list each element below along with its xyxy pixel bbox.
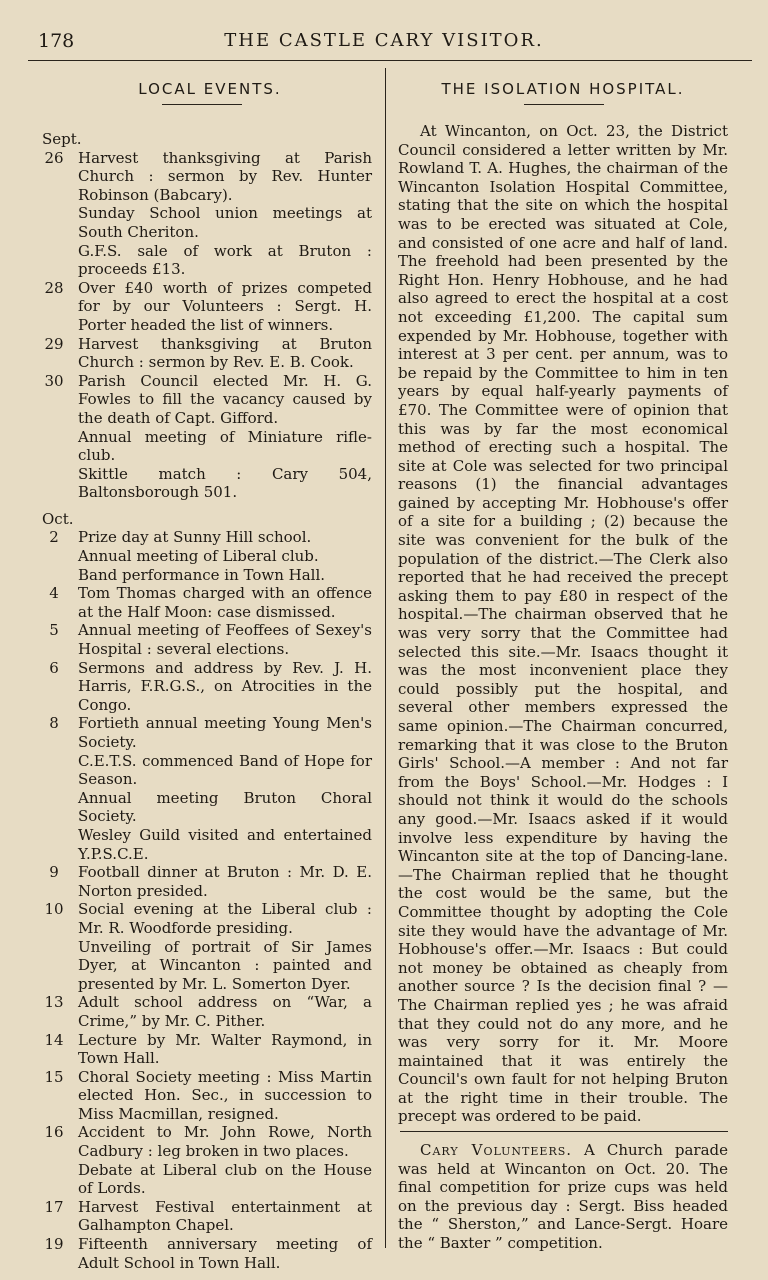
event-text: Adult school address on “War, a Crime,” by Mr. C. Pither.	[78, 993, 372, 1030]
cary-volunteers-notice	[398, 1141, 728, 1253]
month-label: Sept.	[42, 130, 82, 148]
header-rule	[28, 60, 752, 61]
running-title: THE CASTLE CARY VISITOR.	[224, 30, 544, 51]
local-events-title: LOCAL EVENTS.	[138, 80, 282, 98]
event-text: Prize day at Sunny Hill school.	[78, 528, 312, 547]
event-text: Tom Thomas charged with an offence at the Half Moon: case dismissed.	[78, 584, 372, 621]
event-text: Annual meeting of Miniature rifle-club.	[78, 427, 372, 465]
event-text: Debate at Liberal club on the House of Lords.	[78, 1160, 372, 1198]
event-entry	[42, 149, 372, 279]
event-day: 29	[44, 334, 64, 353]
event-text: Over £40 worth of prizes competed for by our Volunteers : Sergt. H. Porter headed the list of winners.	[78, 278, 372, 334]
local-events-underline	[162, 104, 242, 105]
isolation-hospital-title: THE ISOLATION HOSPITAL.	[441, 80, 685, 98]
event-day: 8	[49, 714, 59, 733]
event-entry	[42, 584, 372, 621]
event-text: Annual meeting Bruton Choral Society.	[78, 788, 372, 826]
event-day: 5	[49, 621, 59, 640]
event-text: Skittle match : Cary 504, Baltonsborough 501.	[78, 464, 372, 502]
event-text: Choral Society meeting : Miss Martin elected Hon. Sec., in succession to Miss Macmillan, resigned.	[78, 1067, 372, 1123]
event-entry	[42, 900, 372, 993]
event-entry	[42, 1068, 372, 1124]
event-entry	[42, 372, 372, 502]
event-entry	[42, 1031, 372, 1068]
local-events-list	[42, 128, 372, 1272]
event-text: C.E.T.S. commenced Band of Hope for Season.	[78, 751, 372, 789]
page-header	[0, 30, 768, 56]
event-text: Social evening at the Liberal club : Mr. R. Woodforde presiding.	[78, 900, 372, 937]
article-paragraph: At Wincanton, on Oct. 23, the District Council considered a letter written by Mr. Rowland T. A. Hughes, the chairman of the Wincanton Isolation Hospital Committee, stating that the site on which the hospital was to be erected was situated at Cole, and consisted of one acre and half of land. The freehold had been presented by the Right Hon. Henry Hobhouse, and he had also agreed to erect the hospital at a cost not exceeding £1,200. The capital sum expended by Mr. Hobhouse, together with interest at 3 per cent. per annum, was to be repaid by the Committee to him in ten years by equal half-yearly payments of £70. The Committee were of opinion that this was by far the most economical method of erecting such a hospital. The site at Cole was selected for two principal reasons (1) the financial advantages gained by accepting Mr. Hobhouse's offer of a site for a building ; (2) because the site was convenient for the bulk of the population of the district.—The Clerk also reported that he had received the precept asking them to pay £80 in respect of the hospital.—The chairman observed that he was very sorry that the Committee had selected this site.—Mr. Isaacs thought it was the most inconvenient place they could possibly put the hospital, and several other members expressed the same opinion.—The Chairman concurred, remarking that it was close to the Bruton Girls' School.—A member : And not far from the Boys' School.—Mr. Hodges : I should not think it would do the schools any good.—Mr. Isaacs asked if it would involve less expenditure by having the Wincanton site at the top of Dancing-lane.—The Chairman replied that he thought the cost would be the same, but the Committee thought by adopting the Cole site they would have the advantage of Mr. Hobhouse's offer.—Mr. Isaacs : But could not money be obtained as cheaply from another source ? Is the decision final ? —The Chairman replied yes ; he was afraid that they could not do any more, and he was very sorry for it. Mr. Moore maintained that it was entirely the Council's own fault for not helping Bruton at the right time in their trouble. The precept was ordered to be paid.	[398, 122, 728, 1126]
event-day: 15	[44, 1067, 64, 1086]
isolation-hospital-underline	[524, 104, 604, 105]
event-day: 17	[44, 1197, 64, 1216]
event-entry	[42, 279, 372, 335]
event-day: 2	[49, 528, 59, 547]
event-day: 19	[44, 1235, 64, 1254]
isolation-hospital-article	[398, 122, 728, 1126]
event-text: Harvest Festival entertainment at Galhampton Chapel.	[78, 1197, 372, 1235]
event-text: Accident to Mr. John Rowe, North Cadbury : leg broken in two places.	[78, 1123, 372, 1161]
event-entry	[42, 863, 372, 900]
event-day: 6	[49, 658, 59, 677]
event-text: Fifteenth anniversary meeting of Adult School in Town Hall.	[78, 1235, 372, 1272]
month-label: Oct.	[42, 509, 74, 528]
event-day: 28	[44, 278, 64, 297]
volunteers-heading: Cary Volunteers.	[420, 1141, 573, 1159]
event-text: G.F.S. sale of work at Bruton : proceeds £13.	[78, 241, 372, 279]
event-entry	[42, 1198, 372, 1235]
volunteers-text: A Church parade was held at Wincanton on Oct. 20. The final competition for prize cups was held on the previous day : Sergt. Biss headed the “ Sherston,” and Lance-Sergt. Hoare the “ Baxter ” competition.	[398, 1141, 728, 1252]
event-text: Band performance in Town Hall.	[78, 565, 326, 584]
page-number: 178	[38, 30, 75, 52]
event-entry	[42, 621, 372, 658]
event-day: 16	[44, 1123, 64, 1142]
event-day: 13	[44, 993, 64, 1012]
event-text: Annual meeting of Liberal club.	[78, 547, 319, 566]
event-text: Parish Council elected Mr. H. G. Fowles to fill the vacancy caused by the death of Capt. Gifford.	[78, 371, 372, 427]
event-text: Lecture by Mr. Walter Raymond, in Town Hall.	[78, 1030, 372, 1068]
event-day: 9	[49, 863, 59, 882]
event-text: Football dinner at Bruton : Mr. D. E. Norton presided.	[78, 863, 372, 900]
event-text: Sunday School union meetings at South Cheriton.	[78, 204, 372, 241]
event-text: Harvest thanksgiving at Bruton Church : sermon by Rev. E. B. Cook.	[78, 334, 372, 372]
event-text: Fortieth annual meeting Young Men's Society.	[78, 714, 372, 751]
event-entry	[42, 528, 372, 584]
event-day: 4	[49, 584, 59, 603]
event-text: Unveiling of portrait of Sir James Dyer, at Wincanton : painted and presented by Mr. L. Somerton Dyer.	[78, 937, 372, 993]
section-separator	[400, 1131, 728, 1132]
event-day: 10	[44, 900, 64, 919]
event-text: Sermons and address by Rev. J. H. Harris, F.R.G.S., on Atrocities in the Congo.	[78, 658, 372, 714]
event-entry	[42, 714, 372, 863]
event-entry	[42, 993, 372, 1030]
event-entry	[42, 1123, 372, 1197]
volunteers-paragraph	[398, 1141, 728, 1253]
event-day: 14	[44, 1030, 64, 1049]
event-entry	[42, 335, 372, 372]
event-text: Harvest thanksgiving at Parish Church : sermon by Rev. Hunter Robinson (Babcary).	[78, 148, 372, 204]
column-divider	[385, 68, 386, 1248]
event-day: 26	[44, 148, 64, 167]
event-text: Wesley Guild visited and entertained Y.P.S.C.E.	[78, 825, 372, 863]
event-text: Annual meeting of Feoffees of Sexey's Hospital : several elections.	[78, 621, 372, 659]
event-entry	[42, 1235, 372, 1272]
event-entry	[42, 659, 372, 715]
event-day: 30	[44, 371, 64, 390]
